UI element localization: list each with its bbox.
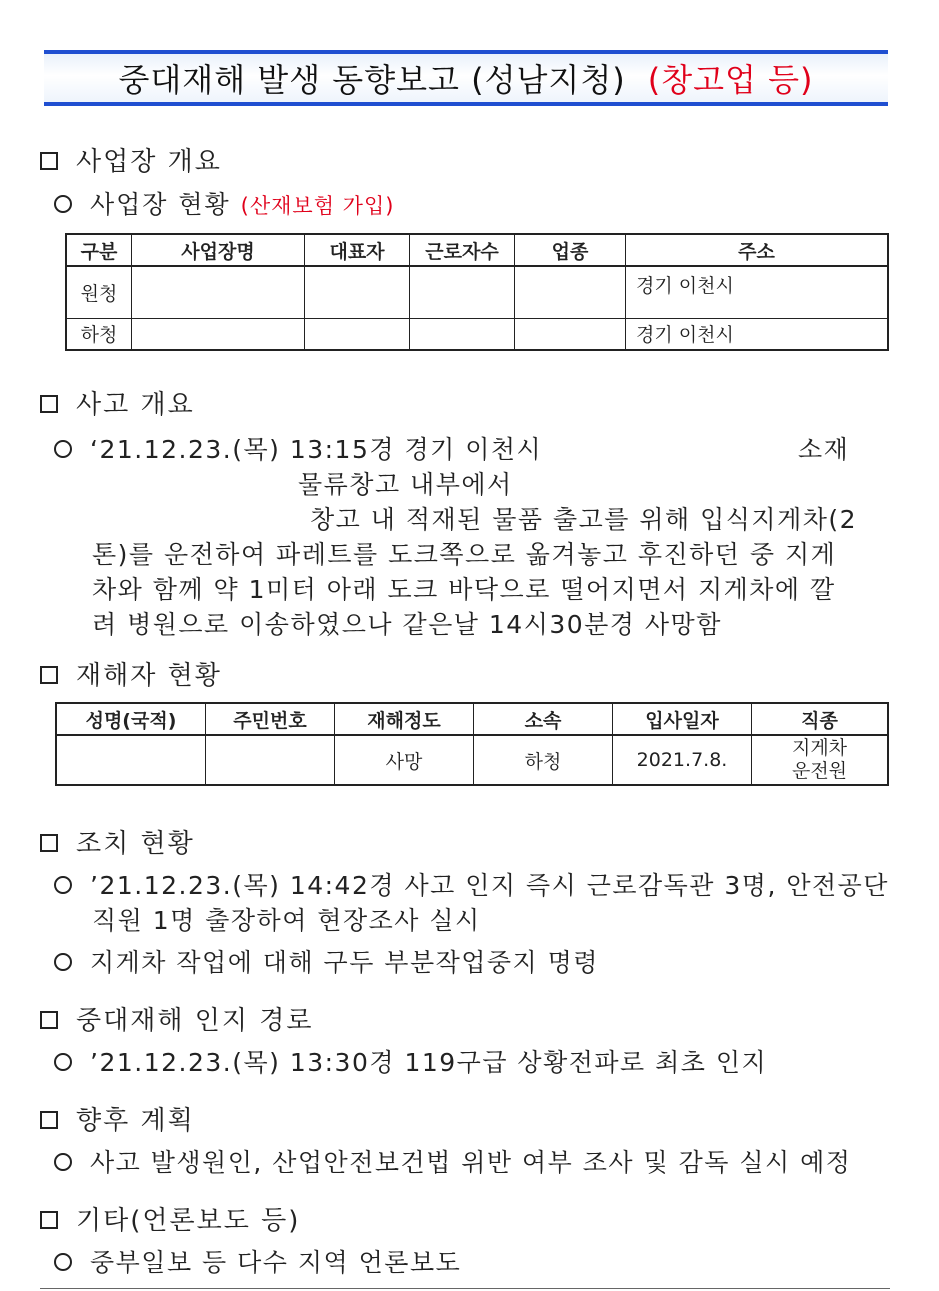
circle-bullet-icon xyxy=(54,953,72,971)
section-heading-accident: 사고 개요 xyxy=(40,384,195,421)
section-heading-awareness: 중대재해 인지 경로 xyxy=(40,1000,313,1037)
table-cell xyxy=(206,735,335,785)
square-bullet-icon xyxy=(40,1111,58,1129)
table-header-row xyxy=(56,703,888,735)
circle-bullet-icon xyxy=(54,195,72,213)
accident-line-5: 차와 함께 약 1미터 아래 도크 바닥으로 떨어지면서 지게차에 깔 xyxy=(92,575,836,604)
circle-bullet-icon xyxy=(54,1253,72,1271)
table-header: 입사일자 xyxy=(613,703,752,735)
table-cell: 사망 xyxy=(335,735,474,785)
plan-item: 사고 발생원인, 산업안전보건법 위반 여부 조사 및 감독 실시 예정 xyxy=(54,1143,851,1179)
page-title: 중대재해 발생 동향보고 (성남지청) (창고업 등) xyxy=(118,61,814,99)
workplace-table xyxy=(65,233,889,351)
square-bullet-icon xyxy=(40,834,58,852)
table-cell xyxy=(410,318,515,350)
job-line-2: 운전원 xyxy=(791,760,848,782)
action-item-1-line-2: 직원 1명 출장하여 현장조사 실시 xyxy=(92,906,481,935)
table-header: 주민번호 xyxy=(206,703,335,735)
circle-bullet-icon xyxy=(54,1153,72,1171)
action-item-2: 지게차 작업에 대해 구두 부분작업중지 명령 xyxy=(54,943,599,979)
table-cell: 경기 이천시 xyxy=(626,266,889,318)
title-category-tag: (창고업 등) xyxy=(647,61,814,99)
table-row xyxy=(56,735,888,785)
insurance-note: (산재보험 가입) xyxy=(240,194,395,218)
awareness-item: ’21.12.23.(목) 13:30경 119구급 상황전파로 최초 인지 xyxy=(54,1043,767,1079)
accident-line-3: 창고 내 적재된 물품 출고를 위해 입식지게차(2 xyxy=(310,505,858,534)
table-cell xyxy=(132,266,305,318)
table-cell xyxy=(132,318,305,350)
square-bullet-icon xyxy=(40,666,58,684)
table-header: 근로자수 xyxy=(410,234,515,266)
title-banner xyxy=(44,50,888,106)
table-cell: 원청 xyxy=(66,266,132,318)
accident-line-2: 물류창고 내부에서 xyxy=(298,470,513,499)
other-item: 중부일보 등 다수 지역 언론보도 xyxy=(54,1243,461,1279)
section-heading-victim: 재해자 현황 xyxy=(40,655,222,692)
table-header: 직종 xyxy=(752,703,889,735)
table-header: 대표자 xyxy=(305,234,410,266)
section-heading-plan: 향후 계획 xyxy=(40,1100,195,1137)
accident-line-1: ‘21.12.23.(목) 13:15경 경기 이천시 xyxy=(54,430,542,466)
table-cell: 경기 이천시 xyxy=(626,318,889,350)
table-header: 업종 xyxy=(515,234,626,266)
circle-bullet-icon xyxy=(54,440,72,458)
table-cell xyxy=(752,735,889,785)
table-cell: 2021.7.8. xyxy=(613,735,752,785)
table-header: 소속 xyxy=(474,703,613,735)
table-cell xyxy=(515,266,626,318)
action-item-1-line-1: ’21.12.23.(목) 14:42경 사고 인지 즉시 근로감독관 3명, 안전공단 xyxy=(54,866,889,902)
subheading-workplace-status: 사업장 현황 (산재보험 가입) xyxy=(54,185,394,221)
table-cell xyxy=(305,266,410,318)
bottom-divider xyxy=(40,1288,890,1289)
table-header: 성명(국적) xyxy=(56,703,206,735)
section-heading-actions: 조치 현황 xyxy=(40,823,195,860)
table-header: 구분 xyxy=(66,234,132,266)
circle-bullet-icon xyxy=(54,1053,72,1071)
table-cell: 하청 xyxy=(66,318,132,350)
accident-line-6: 려 병원으로 이송하였으나 같은날 14시30분경 사망함 xyxy=(92,610,722,639)
table-cell xyxy=(305,318,410,350)
table-row xyxy=(66,318,888,350)
table-cell xyxy=(56,735,206,785)
job-line-1: 지게차 xyxy=(791,737,848,759)
victim-table xyxy=(55,702,889,786)
table-header: 사업장명 xyxy=(132,234,305,266)
section-heading-workplace: 사업장 개요 xyxy=(40,141,222,178)
square-bullet-icon xyxy=(40,1011,58,1029)
table-cell xyxy=(515,318,626,350)
table-header: 주소 xyxy=(626,234,889,266)
accident-location-suffix: 소재 xyxy=(798,435,850,464)
table-header-row xyxy=(66,234,888,266)
section-heading-other: 기타(언론보도 등) xyxy=(40,1200,300,1237)
accident-line-4: 톤)를 운전하여 파레트를 도크쪽으로 옮겨놓고 후진하던 중 지게 xyxy=(92,540,837,569)
table-cell xyxy=(410,266,515,318)
square-bullet-icon xyxy=(40,1211,58,1229)
table-row xyxy=(66,266,888,318)
square-bullet-icon xyxy=(40,152,58,170)
square-bullet-icon xyxy=(40,395,58,413)
table-cell: 하청 xyxy=(474,735,613,785)
circle-bullet-icon xyxy=(54,876,72,894)
table-header: 재해정도 xyxy=(335,703,474,735)
